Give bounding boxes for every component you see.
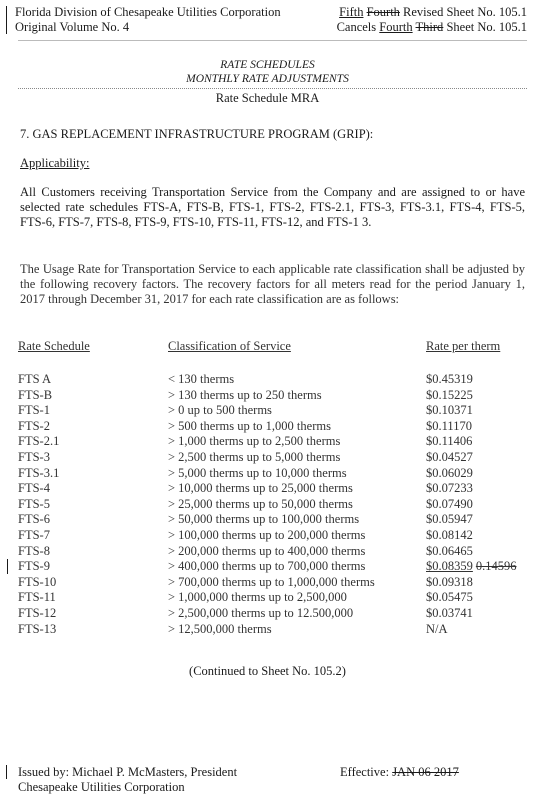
issuing-company: Chesapeake Utilities Corporation xyxy=(18,780,185,794)
classification-cell: > 1,000,000 therms up to 2,500,000 xyxy=(168,590,347,605)
classification-cell: > 1,000 therms up to 2,500 therms xyxy=(168,434,341,449)
table-row xyxy=(18,575,528,590)
column-header-classification: Classification of Service xyxy=(168,339,291,353)
rate-schedule-cell: FTS-B xyxy=(18,387,53,402)
effective-date-struck: JAN 06 2017 xyxy=(392,765,459,779)
table-row xyxy=(18,466,528,481)
table-row xyxy=(18,512,528,527)
rate-cell xyxy=(426,466,473,481)
rate-schedule-cell: FTS-2 xyxy=(18,418,50,433)
table-row xyxy=(18,606,528,621)
rate-cell xyxy=(426,544,473,559)
header-cancels-sheet xyxy=(337,20,527,35)
revision-bar-footer xyxy=(6,765,7,779)
cancels-struck-ordinal: Third xyxy=(415,20,444,34)
classification-cell: > 400,000 therms up to 700,000 therms xyxy=(168,559,366,574)
rate-schedule-cell: FTS A xyxy=(18,372,52,386)
table-row xyxy=(18,497,528,512)
title-rate-schedule-mra: Rate Schedule MRA xyxy=(215,91,320,105)
table-row xyxy=(18,590,528,605)
rate-value: $0.06029 xyxy=(426,465,473,480)
header-company: Florida Division of Chesapeake Utilities Corporation xyxy=(15,5,281,19)
rate-schedule-cell: FTS-1 xyxy=(18,403,50,418)
table-row xyxy=(18,544,528,559)
rate-cell xyxy=(426,372,473,387)
title-monthly-rate-adjustments: MONTHLY RATE ADJUSTMENTS xyxy=(186,73,349,85)
rate-value: $0.04527 xyxy=(426,450,473,464)
revision-new-ordinal: Fifth xyxy=(339,5,364,19)
cancels-sheet-text: Sheet No. 105.1 xyxy=(446,20,527,34)
classification-cell: > 25,000 therms up to 50,000 therms xyxy=(168,496,353,511)
rate-cell xyxy=(426,481,473,496)
table-row xyxy=(18,419,528,434)
rate-schedule-cell: FTS-10 xyxy=(18,574,57,589)
classification-cell: < 130 therms xyxy=(168,372,235,386)
rate-schedule-cell: FTS-12 xyxy=(18,606,57,620)
revision-bar-header xyxy=(6,6,7,34)
rate-cell xyxy=(426,497,473,512)
rate-schedule-cell: FTS-5 xyxy=(18,496,50,511)
usage-paragraph: The Usage Rate for Transportation Service to each applicable rate classification shall be adjusted by the following recovery factors. The recovery factors for all meters read for the period January 1, 2017 through December 31, 2017 for each rate classification are as follows: xyxy=(20,262,525,306)
rate-value: $0.10371 xyxy=(426,403,473,418)
rate-schedule-cell: FTS-6 xyxy=(18,512,50,527)
rate-schedule-cell: FTS-7 xyxy=(18,528,50,542)
rate-value: $0.03741 xyxy=(426,606,473,620)
table-row xyxy=(18,403,528,418)
classification-cell: > 700,000 therms up to 1,000,000 therms xyxy=(168,574,375,589)
classification-cell: > 50,000 therms up to 100,000 therms xyxy=(168,512,360,527)
table-row xyxy=(18,559,528,574)
rate-schedule-cell: FTS-11 xyxy=(18,590,56,605)
rate-cell xyxy=(426,419,472,434)
table-header xyxy=(18,339,528,354)
title-rate-schedules: RATE SCHEDULES xyxy=(220,59,315,71)
rate-schedule-cell: FTS-3.1 xyxy=(18,465,60,480)
rate-schedule-cell: FTS-13 xyxy=(18,621,57,636)
rate-value: $0.05947 xyxy=(426,512,473,527)
classification-cell: > 200,000 therms up to 400,000 therms xyxy=(168,543,366,558)
rate-value: $0.09318 xyxy=(426,574,473,589)
rate-value: $0.11170 xyxy=(426,418,472,433)
classification-cell: > 2,500 therms up to 5,000 therms xyxy=(168,450,341,464)
rate-value: $0.05475 xyxy=(426,590,473,605)
rate-value: $0.08142 xyxy=(426,528,473,542)
revised-sheet-text: Revised Sheet No. 105.1 xyxy=(403,5,527,19)
rate-value: $0.15225 xyxy=(426,387,473,402)
rate-cell xyxy=(426,528,473,543)
classification-cell: > 12,500,000 therms xyxy=(168,621,272,636)
table-row xyxy=(18,388,528,403)
effective-label: Effective: xyxy=(340,765,390,779)
table-row xyxy=(18,622,528,637)
table-row xyxy=(18,372,528,387)
title-divider xyxy=(18,88,527,89)
rate-cell xyxy=(426,559,517,574)
classification-cell: > 2,500,000 therms up to 12.500,000 xyxy=(168,606,354,620)
table-row xyxy=(18,450,528,465)
classification-cell: > 100,000 therms up to 200,000 therms xyxy=(168,528,366,542)
cancels-label: Cancels xyxy=(336,20,377,34)
rate-schedule-cell: FTS-9 xyxy=(18,559,50,574)
continued-note: (Continued to Sheet No. 105.2) xyxy=(189,664,346,678)
rate-cell xyxy=(426,450,473,465)
rate-value: $0.06465 xyxy=(426,543,473,558)
rate-value: $0.07233 xyxy=(426,481,473,496)
rate-schedule-cell: FTS-3 xyxy=(18,450,50,464)
classification-cell: > 0 up to 500 therms xyxy=(168,403,272,418)
table-row xyxy=(18,481,528,496)
header-revised-sheet xyxy=(339,5,527,20)
classification-cell: > 5,000 therms up to 10,000 therms xyxy=(168,465,347,480)
rate-value-struck: 0.14596 xyxy=(475,559,517,574)
revision-struck-ordinal: Fourth xyxy=(366,5,400,19)
rate-value: $0.08359 xyxy=(426,559,473,574)
classification-cell: > 500 therms up to 1,000 therms xyxy=(168,418,331,433)
rate-schedule-cell: FTS-8 xyxy=(18,543,50,558)
rate-value: $0.11406 xyxy=(426,434,473,449)
revision-bar-fts9 xyxy=(7,559,8,574)
header-rule xyxy=(18,40,527,41)
classification-cell: > 10,000 therms up to 25,000 therms xyxy=(168,481,353,496)
rate-cell xyxy=(426,512,473,527)
applicability-paragraph: All Customers receiving Transportation Service from the Company and are assigned to or have selected rate schedules FTS-A, FTS-B, FTS-1, FTS-2, FTS-2.1, FTS-3, FTS-3.1, FTS-4, FTS-5, FTS-6, FTS-7, FTS-8, FTS-9, FTS-10, FTS-11, FTS-12, and FTS-1 3. xyxy=(20,185,525,229)
rate-cell xyxy=(426,622,448,637)
rate-schedule-cell: FTS-4 xyxy=(18,481,50,496)
header-volume: Original Volume No. 4 xyxy=(15,20,130,34)
section-heading: 7. GAS REPLACEMENT INFRASTRUCTURE PROGRAM (GRIP): xyxy=(20,127,374,141)
rate-cell xyxy=(426,434,472,449)
rate-value: N/A xyxy=(426,621,448,636)
table-row xyxy=(18,528,528,543)
column-header-rate: Rate per therm xyxy=(426,339,501,353)
rate-value: $0.45319 xyxy=(426,372,473,386)
rate-cell xyxy=(426,575,473,590)
effective-date xyxy=(340,765,459,780)
cancels-new-ordinal: Fourth xyxy=(379,20,413,34)
column-header-rate-schedule: Rate Schedule xyxy=(18,339,90,353)
rate-cell xyxy=(426,403,473,418)
rate-cell xyxy=(426,590,473,605)
applicability-label: Applicability: xyxy=(20,156,90,170)
issued-by: Issued by: Michael P. McMasters, President xyxy=(18,765,238,779)
classification-cell: > 130 therms up to 250 therms xyxy=(168,387,322,402)
rate-schedule-cell: FTS-2.1 xyxy=(18,434,60,449)
table-row xyxy=(18,434,528,449)
rate-cell xyxy=(426,606,473,621)
rate-value: $0.07490 xyxy=(426,496,473,511)
rate-cell xyxy=(426,388,473,403)
